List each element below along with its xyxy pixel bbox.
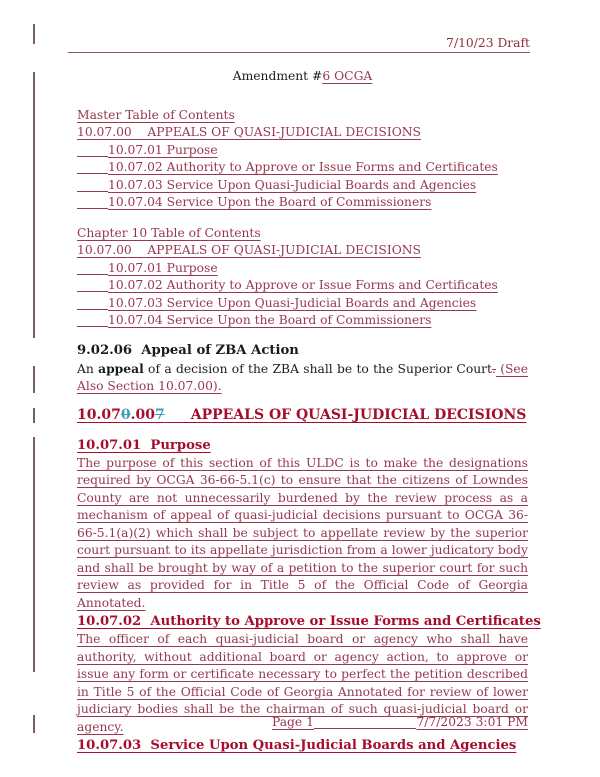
footer-page-number: Page 1 [272,715,314,729]
inserted-text: (See Also Section 10.07.00). [77,361,528,393]
section-10-07-02-body: The officer of each quasi-judicial board or agency who shall have authority, without additional board or agency action, to approve or issue any form or certificate necessary to perfect the petition described in Title 5 of the Official Code of Georgia Annotated for review of lower judiciary bodies shall be the chairman of such quasi-judicial board or agency. [77,632,528,734]
section-10-07-03-heading: 10.07.03 Service Upon Quasi-Judicial Boards and Agencies [77,738,517,753]
toc-entry: 10.07.02 Authority to Approve or Issue Forms and Certificates [77,277,528,295]
footer-timestamp: 7/7/2023 3:01 PM [416,715,528,729]
footer-underline-leader [314,716,417,729]
toc-entry: 10.07.01 Purpose [77,142,528,160]
toc-tab-leader [77,179,108,192]
toc-entry: 10.07.04 Service Upon the Board of Commissioners [77,312,528,330]
document-content [77,0,541,755]
section-10-07-03 [77,737,528,755]
page-header [68,36,530,53]
chapter-toc [77,225,528,330]
amendment-title [77,68,528,86]
toc-root-entry: 10.07.00 APPEALS OF QUASI-JUDICIAL DECISIONS [77,243,421,257]
change-bar [33,715,35,733]
section-9-02-06-body: An appeal of a decision of the ZBA shall be to the Superior Court. (See Also Section 10.07.00). [77,360,528,393]
heading-number-deleted: 7 [154,406,165,423]
change-bar [33,408,35,423]
header-date-label: 7/10/23 Draft [446,36,530,50]
main-section-heading [77,405,528,426]
section-10-07-01 [77,437,528,613]
toc-entry: 10.07.04 Service Upon the Board of Commissioners [77,194,528,212]
toc-tab-leader [77,262,108,275]
deleted-text: . [491,361,496,376]
section-9-02-06-heading: 9.02.06 Appeal of ZBA Action [77,342,299,358]
toc-entry: 10.07.03 Service Upon Quasi-Judicial Boards and Agencies [77,295,528,313]
toc-tab-leader [77,297,108,310]
page-footer [272,714,528,730]
toc-title: Chapter 10 Table of Contents [77,225,261,240]
toc-tab-leader [77,144,108,157]
amendment-prefix: Amendment # [232,69,323,83]
toc-tab-leader [77,279,108,292]
toc-tab-leader [77,161,108,174]
section-10-07-02-heading: 10.07.02 Authority to Approve or Issue Forms and Certificates [77,614,541,629]
heading-title: APPEALS OF QUASI-JUDICIAL DECISIONS [190,406,527,423]
section-10-07-01-body: The purpose of this section of this ULDC is to make the designations required by OCGA 36-66-5.1(c) to ensure that the citizens of Lowndes County are not unnecessarily burdened by the review process as a mechanism of appeal of quasi-judicial decisions pursuant to OCGA 36-66-5.1(a)(2) which shall be subject to appellate review by the superior court pursuant to its appellate jurisdiction from a lower judicatory body and shall be brought by way of a petition to the superior court for such review as provided for in Title 5 of the Official Code of Georgia Annotated. [77,455,528,610]
change-bar [33,72,35,338]
heading-tab-leader [165,408,191,423]
change-bar [33,24,35,44]
toc-entry: 10.07.02 Authority to Approve or Issue Forms and Certificates [77,159,528,177]
heading-number-deleted: 0 [120,406,131,423]
toc-entry: 10.07.01 Purpose [77,260,528,278]
toc-tab-leader [77,196,108,209]
toc-entry: 10.07.03 Service Upon Quasi-Judicial Boards and Agencies [77,177,528,195]
toc-tab-leader [77,314,108,327]
bold-term-appeal: appeal [98,360,144,376]
toc-title: Master Table of Contents [77,107,235,122]
heading-number-inserted: 10.07 [77,406,121,423]
section-9-02-06 [77,341,528,396]
heading-number-inserted: .00 [130,406,155,423]
change-bar [33,366,35,393]
section-10-07-01-heading: 10.07.01 Purpose [77,437,211,453]
amendment-number-inserted: 6 OCGA [322,69,373,83]
master-toc [77,107,528,212]
change-bar [33,437,35,672]
toc-root-entry: 10.07.00 APPEALS OF QUASI-JUDICIAL DECISIONS [77,125,421,139]
